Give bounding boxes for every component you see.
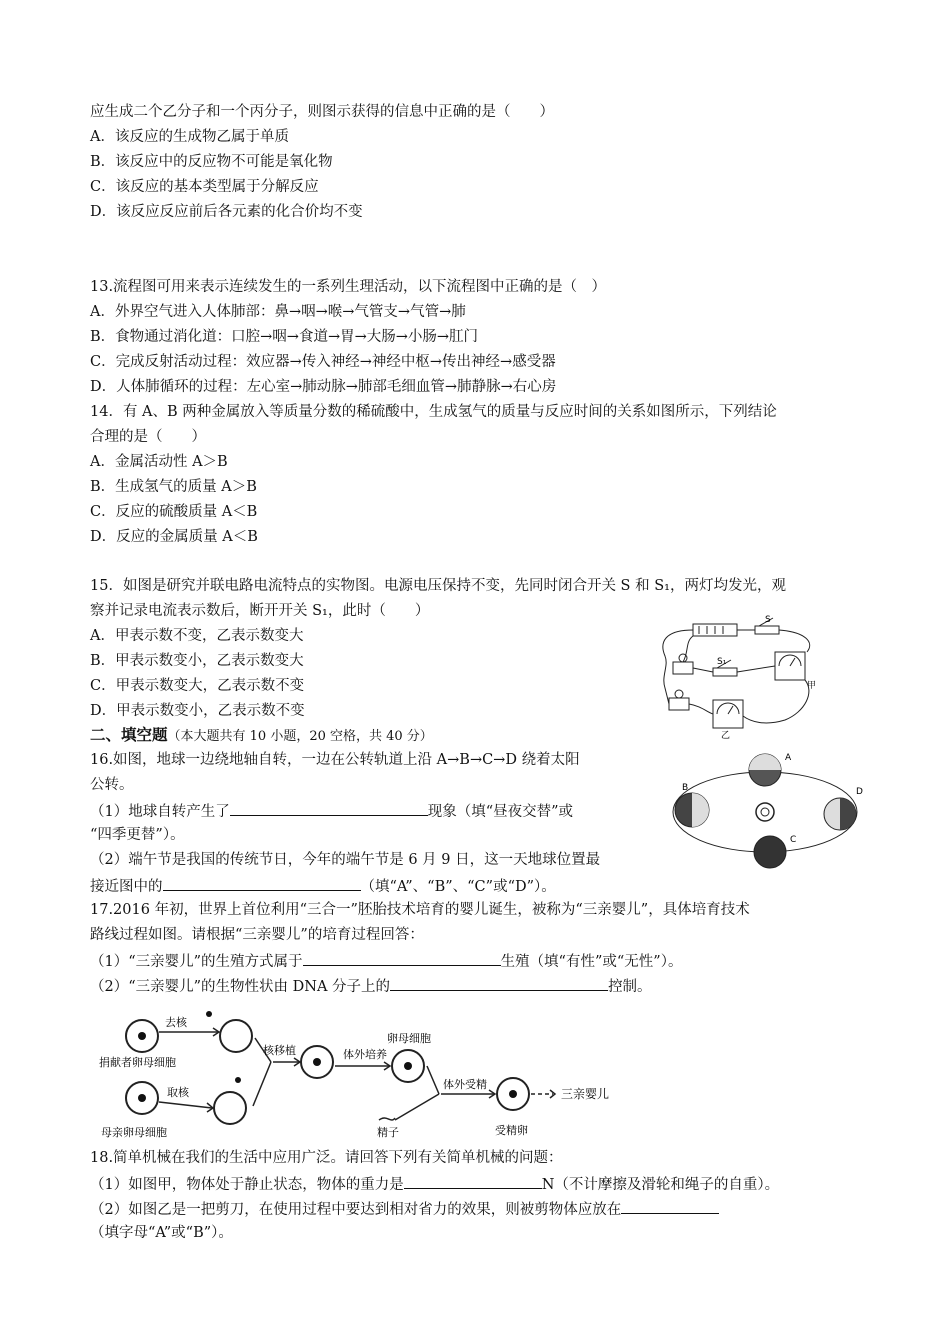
- label-take-nucleus: 取核: [167, 1086, 189, 1099]
- section-title: 二、填空题: [90, 725, 168, 744]
- q17-q2-prefix: （2）“三亲婴儿”的生物性状由 DNA 分子上的: [90, 979, 391, 995]
- q16-line5: （2）端午节是我国的传统节日，今年的端午节是 6 月 9 日，这一天地球位置最: [90, 852, 601, 868]
- q16-q2-prefix: 接近图中的: [90, 879, 163, 895]
- q15-option-c: C．甲表示数变大，乙表示数不变: [90, 678, 305, 694]
- q18-answer-1-blank[interactable]: [404, 1173, 542, 1189]
- q17-line1: 17.2016 年初，世界上首位利用“三合一”胚胎技术培育的婴儿诞生，被称为“三亲婴儿”，具体培育技术: [90, 902, 750, 918]
- q17-q2-suffix: 控制。: [608, 979, 652, 995]
- lamp-2: [669, 698, 689, 710]
- label-b: B: [682, 783, 689, 793]
- q13-option-c: C．完成反射活动过程：效应器→传入神经→神经中枢→传出神经→感受器: [90, 354, 556, 370]
- q18-line1: 18.简单机械在我们的生活中应用广泛。请回答下列有关简单机械的问题：: [90, 1150, 563, 1166]
- q12-option-b: B．该反应中的反应物不可能是氧化物: [90, 154, 333, 170]
- q18-q1-prefix: （1）如图甲，物体处于静止状态，物体的重力是: [90, 1177, 404, 1193]
- mother-empty-oocyte: [214, 1092, 246, 1124]
- label-remove-nucleus: 去核: [165, 1016, 187, 1029]
- q14-option-d: D．反应的金属质量 A＜B: [90, 529, 258, 545]
- circuit-figure: [655, 612, 820, 740]
- q16-line1: 16.如图，地球一边绕地轴自转，一边在公转轨道上沿 A→B→C→D 绕着太阳: [90, 752, 580, 768]
- label-c: C: [790, 835, 797, 845]
- lamp-1: [673, 662, 693, 674]
- section-header: [90, 725, 433, 747]
- sperm: [379, 1118, 395, 1120]
- q16-q2: [90, 875, 556, 897]
- label-fertilize: 体外受精: [443, 1078, 487, 1091]
- q15-option-d: D．甲表示数变小，乙表示数不变: [90, 703, 305, 719]
- q16-q1-suffix: 现象（填“昼夜交替”或: [427, 804, 574, 820]
- label-donor: 捐献者卵母细胞: [99, 1056, 176, 1069]
- sun: [756, 803, 774, 821]
- three-parent-baby-figure: [95, 1010, 635, 1142]
- q14-stem-line1: 14．有 A、B 两种金属放入等质量分数的稀硫酸中，生成氢气的质量与反应时间的关系如图所示，下列结论: [90, 404, 777, 420]
- q16-q1-prefix: （1）地球自转产生了: [90, 804, 230, 820]
- q17-q1-prefix: （1）“三亲婴儿”的生殖方式属于: [90, 954, 303, 970]
- earth-c: [754, 836, 786, 868]
- label-d: D: [856, 787, 863, 797]
- q18-q1: [90, 1173, 779, 1195]
- enucleated-oocyte: [220, 1020, 252, 1052]
- label-culture: 体外培养: [343, 1048, 387, 1061]
- q15-stem-line2: 察并记录电流表示数后，断开开关 S₁，此时（ ）: [90, 603, 430, 619]
- label-oocyte: 卵母细胞: [387, 1032, 431, 1045]
- label-sperm: 精子: [377, 1126, 399, 1139]
- label-baby: 三亲婴儿: [561, 1087, 610, 1101]
- q13-option-b: B．食物通过消化道：口腔→咽→食道→胃→大肠→小肠→肛门: [90, 329, 479, 345]
- q14-option-c: C．反应的硫酸质量 A＜B: [90, 504, 258, 520]
- q13-option-d: D．人体肺循环的过程：左心室→肺动脉→肺部毛细血管→肺静脉→右心房: [90, 379, 557, 395]
- q12-stem: 应生成二个乙分子和一个丙分子，则图示获得的信息中正确的是（ ）: [90, 104, 554, 120]
- q17-q1-suffix: 生殖（填“有性”或“无性”）。: [500, 954, 683, 970]
- q17-q2: [90, 975, 652, 997]
- q12-option-d: D．该反应反应前后各元素的化合价均不变: [90, 204, 363, 220]
- label-transplant: 核移植: [263, 1044, 296, 1057]
- label-a: A: [785, 753, 792, 763]
- q15-option-a: A．甲表示数不变，乙表示数变大: [90, 628, 304, 644]
- label-s: S: [765, 615, 771, 625]
- q17-answer-1-blank[interactable]: [303, 950, 501, 966]
- q18-line4: （填字母“A”或“B”）。: [90, 1225, 233, 1241]
- q16-q1: [90, 800, 573, 822]
- q17-answer-2-blank[interactable]: [390, 975, 608, 991]
- q12-option-c: C．该反应的基本类型属于分解反应: [90, 179, 319, 195]
- q17-line2: 路线过程如图。请根据“三亲婴儿”的培育过程回答：: [90, 927, 424, 943]
- q15-option-b: B．甲表示数变小，乙表示数变大: [90, 653, 304, 669]
- q16-line2: 公转。: [90, 777, 134, 793]
- q16-answer-2-blank[interactable]: [163, 875, 361, 891]
- q17-q1: [90, 950, 682, 972]
- q18-q2: [90, 1198, 719, 1220]
- q14-option-b: B．生成氢气的质量 A＞B: [90, 479, 257, 495]
- q18-answer-2-blank[interactable]: [621, 1198, 719, 1214]
- q18-q2-prefix: （2）如图乙是一把剪刀，在使用过程中要达到相对省力的效果，则被剪物体应放在: [90, 1202, 622, 1218]
- section-note: （本大题共有 10 小题，20 空格，共 40 分）: [167, 729, 433, 744]
- label-mother: 母亲卵母细胞: [101, 1126, 167, 1139]
- q14-option-a: A．金属活动性 A＞B: [90, 454, 228, 470]
- q14-stem-line2: 合理的是（ ）: [90, 429, 206, 445]
- q16-q2-suffix: （填“A”、“B”、“C”或“D”）。: [360, 879, 556, 895]
- label-zygote: 受精卵: [495, 1124, 528, 1137]
- q15-stem-line1: 15．如图是研究并联电路电流特点的实物图。电源电压保持不变，先同时闭合开关 S 和 S₁，两灯均发光，观: [90, 578, 786, 594]
- q13-stem: 13.流程图可用来表示连续发生的一系列生理活动，以下流程图中正确的是（ ）: [90, 279, 607, 295]
- label-yi: 乙: [721, 731, 731, 740]
- label-jia: 甲: [807, 681, 817, 691]
- switch-s: [755, 626, 779, 634]
- q13-option-a: A．外界空气进入人体肺部：鼻→咽→喉→气管支→气管→肺: [90, 304, 466, 320]
- earth-orbit-figure: [662, 742, 867, 870]
- q12-option-a: A．该反应的生成物乙属于单质: [90, 129, 289, 145]
- q16-line4: “四季更替”）。: [90, 827, 185, 843]
- q16-answer-1-blank[interactable]: [230, 800, 428, 816]
- switch-s1: [713, 668, 737, 676]
- q18-q1-suffix: N（不计摩擦及滑轮和绳子的自重）。: [541, 1177, 780, 1193]
- label-s1: S₁: [717, 657, 727, 667]
